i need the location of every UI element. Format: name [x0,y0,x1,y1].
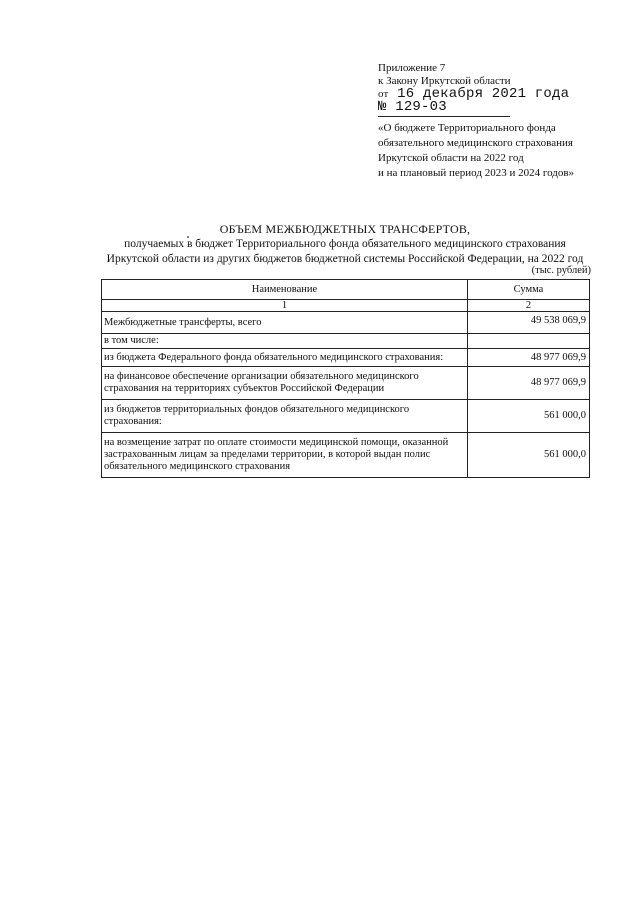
header-name: Наименование [102,280,468,300]
column-index-sum: 2 [467,300,589,312]
appendix-law-number [378,101,628,114]
transfers-table [101,279,590,478]
date-value: 16 декабря 2021 года [397,86,570,102]
row-name: Межбюджетные трансферты, всего [102,312,468,334]
row-sum: 561 000,0 [467,400,589,433]
document-title-block [100,222,590,267]
row-sum [467,334,589,349]
row-sum: 49 538 069,9 [467,312,589,334]
header-sum: Сумма [467,280,589,300]
appendix-header [378,62,628,181]
table-row [102,433,590,478]
table-row [102,312,590,334]
row-name: из бюджетов территориальных фондов обязательного медицинского страхования: [102,400,468,433]
appendix-underline [378,116,510,117]
table-row [102,400,590,433]
law-title-line-1: «О бюджете Территориального фонда [378,122,556,134]
column-index-name: 1 [102,300,468,312]
number-prefix: № [378,99,387,115]
document-subtitle-line-1: получаемых в бюджет Территориального фонда обязательного медицинского страхования [124,238,566,250]
row-sum: 561 000,0 [467,433,589,478]
appendix-law-reference: к Закону Иркутской области [378,75,511,87]
table-header-row [102,280,590,300]
row-name: на финансовое обеспечение организации обязательного медицинского страхования на территориях субъектов Российской Федерации [102,367,468,400]
row-name: в том числе: [102,334,468,349]
document-subtitle-line-2: Иркутской области из других бюджетов бюджетной системы Российской Федерации, на 2022 год [106,253,584,265]
table-row [102,349,590,367]
units-label: (тыс. рублей) [531,265,591,276]
row-name: на возмещение затрат по оплате стоимости медицинской помощи, оказанной застрахованным лицам за пределами территории, в которой выдан полис обязательного медицинского страхования [102,433,468,478]
law-title-line-2: обязательного медицинского страхования [378,137,573,149]
date-prefix: от [378,88,389,100]
row-sum: 48 977 069,9 [467,367,589,400]
column-index-row [102,300,590,312]
number-value: 129-03 [395,99,447,115]
table-row [102,334,590,349]
row-name: из бюджета Федерального фонда обязательного медицинского страхования: [102,349,468,367]
law-title-line-4: и на плановый период 2023 и 2024 годов» [378,167,575,179]
table-row [102,367,590,400]
document-title: ОБЪЕМ МЕЖБЮДЖЕТНЫХ ТРАНСФЕРТОВ, [219,222,471,236]
row-sum: 48 977 069,9 [467,349,589,367]
law-title-line-3: Иркутской области на 2022 год [378,152,524,164]
appendix-number: Приложение 7 [378,62,446,74]
